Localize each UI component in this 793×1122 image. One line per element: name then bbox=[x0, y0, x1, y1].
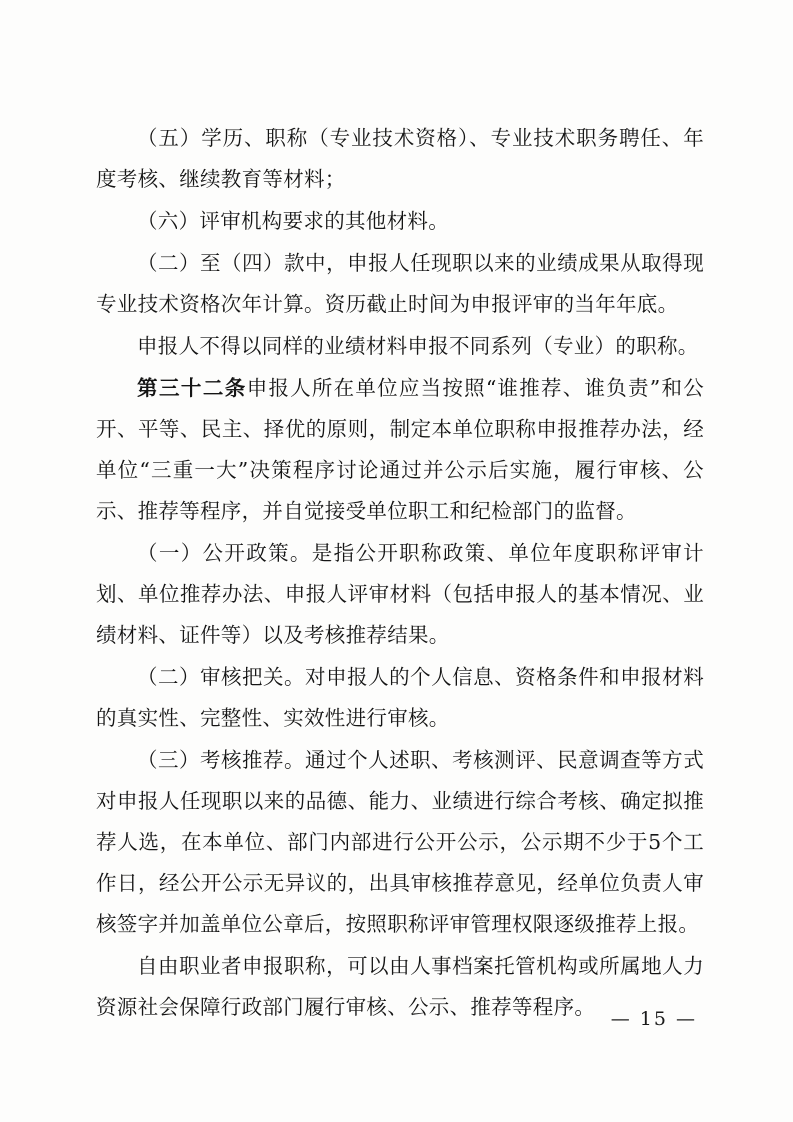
paragraph-sub-3: （三）考核推荐。通过个人述职、考核测评、民意调查等方式对申报人任现职以来的品德、能力、业绩进行综合考核、确定拟推荐人选，在本单位、部门内部进行公开公示，公示期不少于5个工作日，经公开公示无异议的，出具审核推荐意见，经单位负责人审核签字并加盖单位公章后，按照职称评审管理权限逐级推荐上报。 bbox=[96, 748, 704, 936]
paragraph-note-series: 申报人不得以同样的业绩材料申报不同系列（专业）的职称。 bbox=[137, 334, 699, 358]
paragraph-freelance: 自由职业者申报职称，可以由人事档案托管机构或所属地人力资源社会保障行政部门履行审核、公示、推荐等程序。 bbox=[96, 954, 704, 1019]
paragraph-sub-2: （二）审核把关。对申报人的个人信息、资格条件和申报材料的真实性、完整性、实效性进行审核。 bbox=[96, 665, 704, 730]
paragraph-sub-1: （一）公开政策。是指公开职称政策、单位年度职称评审计划、单位推荐办法、申报人评审材料（包括申报人的基本情况、业绩材料、证件等）以及考核推荐结果。 bbox=[96, 541, 704, 647]
page-number-value: — 15 — bbox=[610, 1008, 697, 1030]
paragraph-item-5: （五）学历、职称（专业技术资格）、专业技术职务聘任、年度考核、继续教育等材料； bbox=[96, 126, 704, 191]
document-body bbox=[96, 118, 704, 1029]
article-number-label: 第三十二条 bbox=[137, 376, 247, 400]
paragraph-item-6: （六）评审机构要求的其他材料。 bbox=[137, 209, 449, 233]
paragraph-article-32 bbox=[96, 368, 704, 532]
article-32-text: 申报人所在单位应当按照“谁推荐、谁负责”和公开、平等、民主、择优的原则，制定本单位职称申报推荐办法，经单位“三重一大”决策程序讨论通过并公示后实施，履行审核、公示、推荐等程序，并自觉接受单位职工和纪检部门的监督。 bbox=[96, 376, 705, 523]
paragraph-note-clause: （二）至（四）款中，申报人任现职以来的业绩成果从取得现专业技术资格次年计算。资历截止时间为申报评审的当年年底。 bbox=[96, 251, 704, 316]
